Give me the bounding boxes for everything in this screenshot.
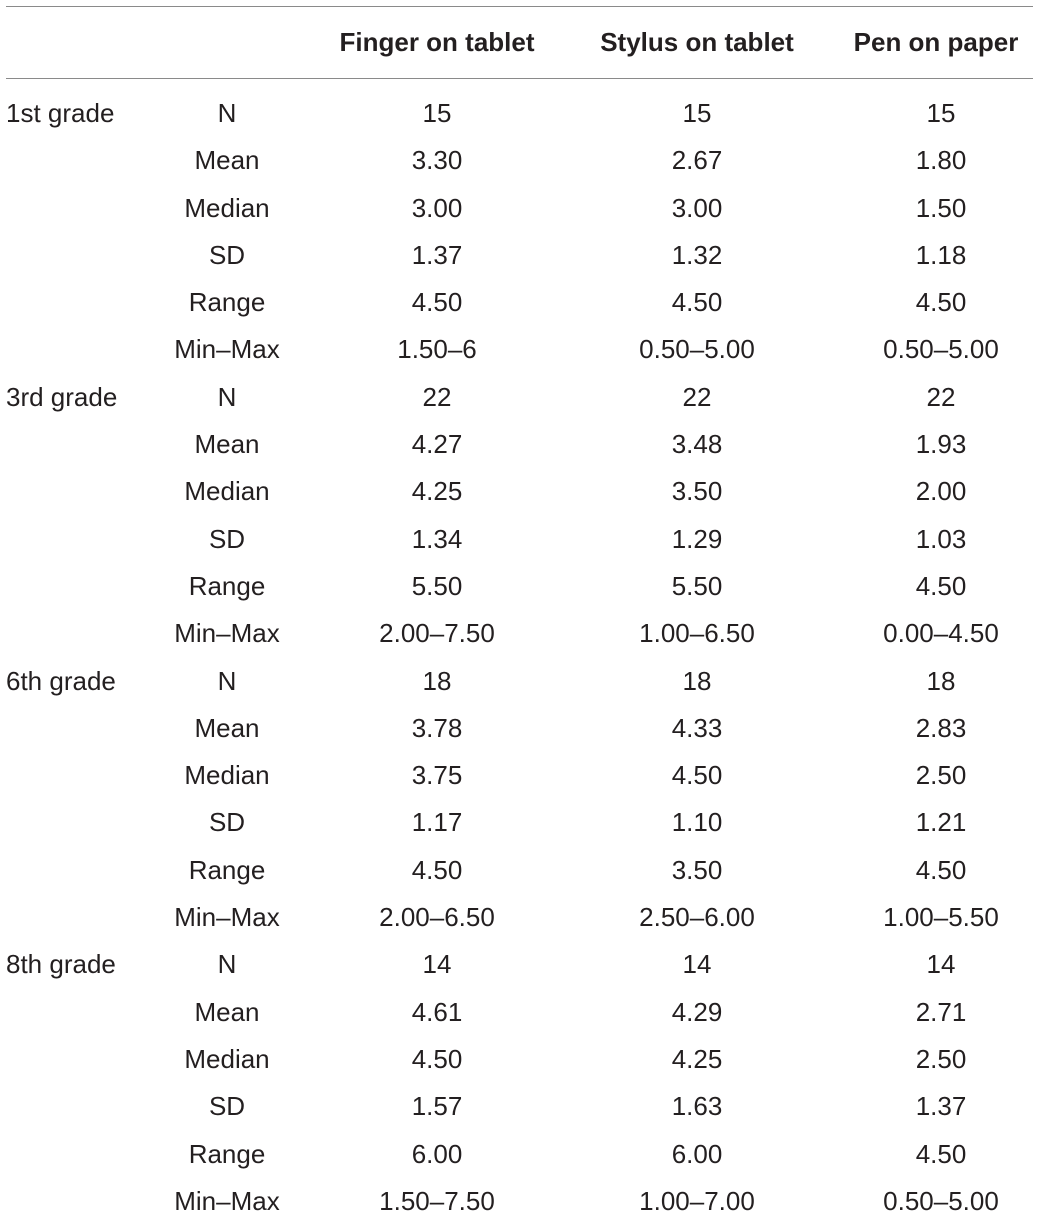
- value-pen-on-paper: 22: [926, 381, 956, 412]
- value-stylus-on-tablet: 14: [682, 949, 712, 980]
- stat-label: Range: [188, 854, 266, 885]
- value-finger-on-tablet: 14: [422, 949, 452, 980]
- value-finger-on-tablet: 1.17: [411, 807, 463, 838]
- stat-label: Median: [184, 760, 270, 791]
- value-pen-on-paper: 0.50–5.00: [883, 334, 999, 365]
- value-pen-on-paper: 4.50: [915, 570, 967, 601]
- value-finger-on-tablet: 22: [422, 381, 452, 412]
- table-row: [0, 1131, 1039, 1178]
- value-pen-on-paper: 2.50: [915, 760, 967, 791]
- table-top-rule: [6, 6, 1033, 7]
- value-finger-on-tablet: 4.27: [411, 429, 463, 460]
- stat-label: Min–Max: [174, 334, 280, 365]
- value-finger-on-tablet: 3.78: [411, 712, 463, 743]
- value-stylus-on-tablet: 1.00–7.00: [639, 1185, 755, 1216]
- value-stylus-on-tablet: 3.00: [671, 192, 723, 223]
- table-row: [0, 185, 1039, 232]
- value-stylus-on-tablet: 15: [682, 98, 712, 128]
- table-row: [0, 658, 1039, 705]
- value-finger-on-tablet: 15: [422, 98, 452, 128]
- stat-label: Range: [188, 287, 266, 318]
- stat-label: Mean: [194, 145, 260, 176]
- value-pen-on-paper: 2.83: [915, 712, 967, 743]
- value-finger-on-tablet: 1.50–7.50: [379, 1185, 495, 1216]
- table-row: [0, 374, 1039, 421]
- value-stylus-on-tablet: 0.50–5.00: [639, 334, 755, 365]
- value-pen-on-paper: 1.37: [915, 1091, 967, 1122]
- table-row: [0, 989, 1039, 1036]
- stat-label: Min–Max: [174, 902, 280, 933]
- value-finger-on-tablet: 5.50: [411, 570, 463, 601]
- value-pen-on-paper: 1.50: [915, 192, 967, 223]
- stat-label: Mean: [194, 996, 260, 1027]
- table-row: [0, 232, 1039, 279]
- value-pen-on-paper: 14: [926, 949, 956, 980]
- table-body: [0, 90, 1039, 1225]
- value-stylus-on-tablet: 2.50–6.00: [639, 902, 755, 933]
- value-stylus-on-tablet: 4.50: [671, 287, 723, 318]
- stat-label: Median: [184, 192, 270, 223]
- value-pen-on-paper: 4.50: [915, 287, 967, 318]
- value-stylus-on-tablet: 6.00: [671, 1138, 723, 1169]
- table-row: [0, 563, 1039, 610]
- value-stylus-on-tablet: 3.50: [671, 476, 723, 507]
- table-row: [0, 1178, 1039, 1225]
- value-finger-on-tablet: 1.34: [411, 523, 463, 554]
- table-row: [0, 941, 1039, 988]
- value-stylus-on-tablet: 22: [682, 381, 712, 412]
- table-row: [0, 90, 1039, 137]
- value-pen-on-paper: 1.00–5.50: [883, 902, 999, 933]
- column-header-finger-on-tablet: Finger on tablet: [339, 27, 535, 57]
- stat-label: SD: [208, 239, 246, 270]
- value-pen-on-paper: 2.71: [915, 996, 967, 1027]
- value-stylus-on-tablet: 4.25: [671, 1043, 723, 1074]
- value-pen-on-paper: 1.93: [915, 429, 967, 460]
- value-stylus-on-tablet: 1.10: [671, 807, 723, 838]
- value-stylus-on-tablet: 3.48: [671, 429, 723, 460]
- value-pen-on-paper: 0.50–5.00: [883, 1185, 999, 1216]
- table-row: [0, 799, 1039, 846]
- table-header-rule: [6, 78, 1033, 79]
- stat-label: SD: [208, 523, 246, 554]
- grade-label: 1st grade: [6, 98, 115, 128]
- value-finger-on-tablet: 4.25: [411, 476, 463, 507]
- column-header-stylus-on-tablet: Stylus on tablet: [600, 27, 794, 57]
- value-stylus-on-tablet: 1.32: [671, 239, 723, 270]
- value-finger-on-tablet: 1.50–6: [397, 334, 477, 365]
- value-stylus-on-tablet: 4.33: [671, 712, 723, 743]
- stat-label: N: [217, 949, 237, 980]
- stat-label: Median: [184, 476, 270, 507]
- value-stylus-on-tablet: 4.50: [671, 760, 723, 791]
- value-pen-on-paper: 4.50: [915, 1138, 967, 1169]
- value-stylus-on-tablet: 2.67: [671, 145, 723, 176]
- table-row: [0, 1083, 1039, 1130]
- value-finger-on-tablet: 4.50: [411, 287, 463, 318]
- grade-label: 3rd grade: [6, 381, 118, 412]
- value-finger-on-tablet: 1.57: [411, 1091, 463, 1122]
- value-finger-on-tablet: 18: [422, 665, 452, 696]
- table-row: [0, 137, 1039, 184]
- value-finger-on-tablet: 3.00: [411, 192, 463, 223]
- value-stylus-on-tablet: 4.29: [671, 996, 723, 1027]
- stat-label: Range: [188, 570, 266, 601]
- stat-label: Mean: [194, 429, 260, 460]
- value-pen-on-paper: 1.80: [915, 145, 967, 176]
- value-finger-on-tablet: 4.61: [411, 996, 463, 1027]
- value-pen-on-paper: 15: [926, 98, 956, 128]
- table-row: [0, 847, 1039, 894]
- stat-label: Min–Max: [174, 1185, 280, 1216]
- value-stylus-on-tablet: 1.00–6.50: [639, 618, 755, 649]
- stat-label: Min–Max: [174, 618, 280, 649]
- value-finger-on-tablet: 4.50: [411, 1043, 463, 1074]
- value-pen-on-paper: 18: [926, 665, 956, 696]
- value-finger-on-tablet: 1.37: [411, 239, 463, 270]
- stat-label: N: [217, 381, 237, 412]
- value-pen-on-paper: 0.00–4.50: [883, 618, 999, 649]
- value-pen-on-paper: 1.21: [915, 807, 967, 838]
- table-row: [0, 279, 1039, 326]
- stat-label: N: [217, 665, 237, 696]
- value-finger-on-tablet: 3.75: [411, 760, 463, 791]
- stat-label: Mean: [194, 712, 260, 743]
- value-stylus-on-tablet: 1.29: [671, 523, 723, 554]
- table-row: [0, 894, 1039, 941]
- value-pen-on-paper: 2.50: [915, 1043, 967, 1074]
- stat-label: Median: [184, 1043, 270, 1074]
- value-stylus-on-tablet: 18: [682, 665, 712, 696]
- value-stylus-on-tablet: 5.50: [671, 570, 723, 601]
- table-row: [0, 705, 1039, 752]
- table-row: [0, 516, 1039, 563]
- value-finger-on-tablet: 4.50: [411, 854, 463, 885]
- table-header-row: [0, 22, 1039, 62]
- value-pen-on-paper: 1.03: [915, 523, 967, 554]
- value-pen-on-paper: 4.50: [915, 854, 967, 885]
- table-row: [0, 752, 1039, 799]
- stat-label: Range: [188, 1138, 266, 1169]
- value-finger-on-tablet: 2.00–6.50: [379, 902, 495, 933]
- value-stylus-on-tablet: 1.63: [671, 1091, 723, 1122]
- stat-label: SD: [208, 807, 246, 838]
- stat-label: N: [217, 98, 237, 128]
- table-row: [0, 610, 1039, 657]
- table-row: [0, 421, 1039, 468]
- grade-label: 8th grade: [6, 949, 116, 980]
- table-row: [0, 468, 1039, 515]
- value-pen-on-paper: 1.18: [915, 239, 967, 270]
- value-finger-on-tablet: 2.00–7.50: [379, 618, 495, 649]
- table-row: [0, 326, 1039, 373]
- value-finger-on-tablet: 3.30: [411, 145, 463, 176]
- value-finger-on-tablet: 6.00: [411, 1138, 463, 1169]
- table-row: [0, 1036, 1039, 1083]
- stat-label: SD: [208, 1091, 246, 1122]
- grade-label: 6th grade: [6, 665, 116, 696]
- value-stylus-on-tablet: 3.50: [671, 854, 723, 885]
- value-pen-on-paper: 2.00: [915, 476, 967, 507]
- column-header-pen-on-paper: Pen on paper: [853, 27, 1019, 57]
